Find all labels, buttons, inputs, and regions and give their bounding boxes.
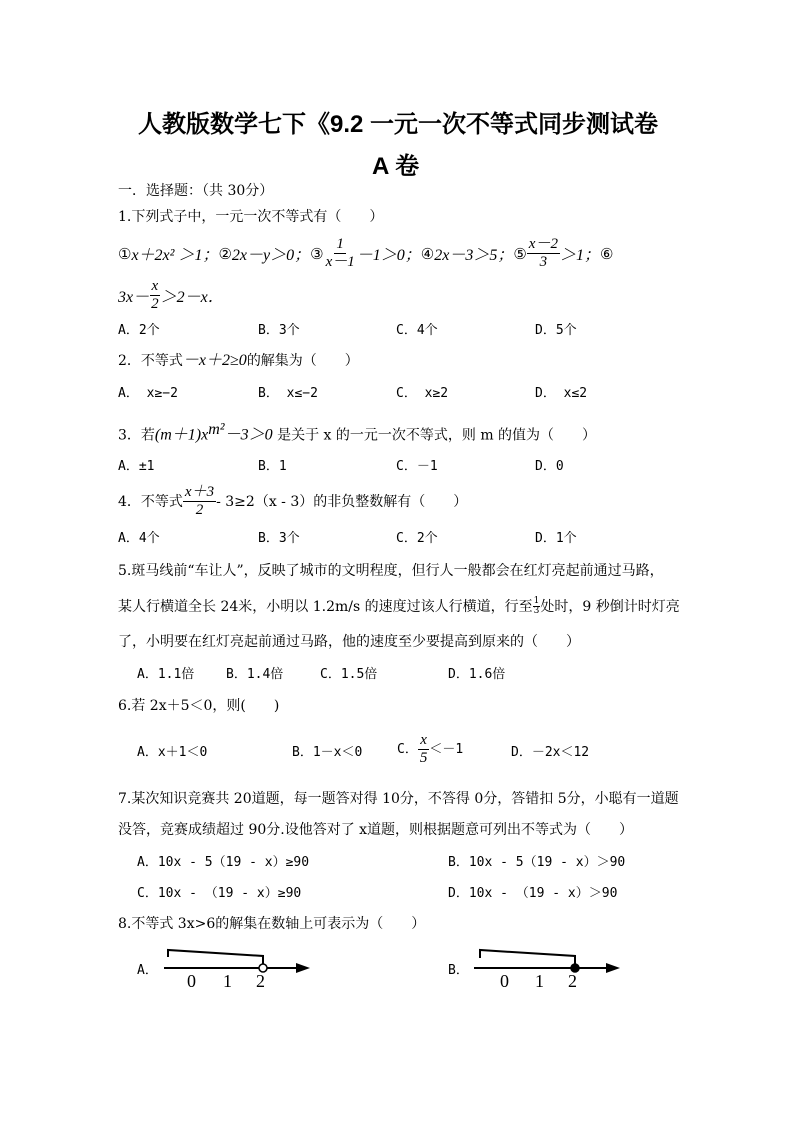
q8-a-solution-bracket <box>168 950 263 966</box>
q1-e3-fraction <box>324 236 357 271</box>
page-title-line2: A 卷 <box>372 153 420 180</box>
q4-option-d[interactable]: D．1个 <box>535 531 577 546</box>
q2-stem-tail: 的解集为（ ） <box>246 353 359 369</box>
q1-e6-fraction <box>149 278 161 313</box>
q5-frac-num: 1 <box>533 596 540 606</box>
q1-e6-num: x <box>151 278 159 294</box>
q3-option-d[interactable]: D．0 <box>535 459 564 474</box>
q1-e2: 2x－y＞0； <box>231 247 311 264</box>
q1-e6-tail: ＞2－x． <box>160 289 224 306</box>
q6-stem: 6.若 2x＋5＜0，则( ) <box>118 698 280 714</box>
q4-stem-tail: - 3≥2（x - 3）的非负整数解有（ ） <box>216 493 468 510</box>
q5-line2-tail: 处时，9 秒倒计时灯亮 <box>540 598 680 615</box>
q1-option-c[interactable]: C．4个 <box>396 323 438 338</box>
q1-expressions-row1 <box>118 236 613 271</box>
q8-stem: 8.不等式 3x>6的解集在数轴上可表示为（ ） <box>118 916 426 932</box>
q1-e5-tail: ＞1； <box>559 247 600 264</box>
q8-option-a-label[interactable]: A． <box>137 963 158 978</box>
q8-a-tick-1: 1 <box>223 971 232 990</box>
q7-option-d[interactable]: D．10x - （19 - x）＞90 <box>448 886 618 901</box>
q5-line1: 5.斑马线前“车让人”，反映了城市的文明程度，但行人一般都会在红灯亮起前通过马路， <box>118 563 664 579</box>
q1-e6-den: 2 <box>151 296 159 312</box>
q7-option-b[interactable]: B．10x - 5（19 - x）＞90 <box>448 855 626 870</box>
q4-option-c[interactable]: C．2个 <box>396 531 438 546</box>
q6-option-c[interactable] <box>397 732 463 767</box>
q2-option-d[interactable]: D． x≤2 <box>535 386 588 401</box>
q2-stem-math: －x＋2≥0 <box>182 352 247 369</box>
q8-b-tick-2: 2 <box>568 971 577 990</box>
q1-e5-den: 3 <box>539 254 548 270</box>
q7-line2: 没答，竞赛成绩超过 90分.设他答对了 x道题，则根据题意可列出不等式为（ ） <box>118 822 634 838</box>
q4-frac-num: x＋3 <box>184 484 215 500</box>
q3-stem-sup: m² <box>208 421 225 438</box>
q5-line2 <box>118 597 680 616</box>
q8-option-b-number-line[interactable] <box>470 938 620 990</box>
q2-option-b[interactable]: B． x≤−2 <box>258 386 318 401</box>
q8-b-tick-0: 0 <box>500 971 509 990</box>
q5-option-a[interactable]: A．1.1倍 <box>137 667 195 682</box>
q4-stem-head: 4．不等式 <box>118 493 183 510</box>
q1-e6-head: 3x－ <box>118 289 150 306</box>
q2-option-c[interactable]: C． x≥2 <box>396 386 449 401</box>
q1-e3-num: 1 <box>336 236 344 252</box>
q1-e3-label: ③ <box>310 244 324 263</box>
q6-option-b[interactable]: B．1－x＜0 <box>292 745 363 760</box>
q1-e3-den: x－1 <box>325 254 355 270</box>
q1-stem: 1.下列式子中，一元一次不等式有（ ） <box>118 209 384 225</box>
q5-fraction <box>533 597 541 616</box>
q7-line1: 7.某次知识竞赛共 20道题，每一题答对得 10分，不答得 0分，答错扣 5分，小聪有一道题 <box>118 791 679 807</box>
q4-frac-den: 2 <box>195 502 204 518</box>
q6-option-a[interactable]: A．x＋1＜0 <box>137 745 208 760</box>
q7-option-c[interactable]: C．10x - （19 - x）≥90 <box>137 886 302 901</box>
q8-b-solution-bracket <box>480 950 575 966</box>
q8-option-b-label[interactable]: B． <box>448 963 469 978</box>
q4-option-a[interactable]: A．4个 <box>118 531 160 546</box>
q6-c-num: x <box>420 732 427 748</box>
q3-stem-head: 3．若 <box>118 427 155 444</box>
q1-e5-label: ⑤ <box>513 244 527 263</box>
q8-b-tick-1: 1 <box>535 971 544 990</box>
q8-a-tick-2: 2 <box>256 971 265 990</box>
q8-a-arrowhead <box>296 963 310 973</box>
q6-option-c-tail: ＜－1 <box>429 741 464 757</box>
q5-frac-den: 3 <box>533 606 540 616</box>
q1-e4-label: ④ <box>420 244 435 263</box>
q1-e4: 2x－3＞5； <box>434 247 514 264</box>
q3-option-b[interactable]: B．1 <box>258 459 287 474</box>
q5-line2-head: 某人行横道全长 24米，小明以 1.2m/s 的速度过该人行横道，行至 <box>118 598 533 615</box>
q1-e2-label: ② <box>218 244 232 263</box>
q5-option-b[interactable]: B．1.4倍 <box>226 667 284 682</box>
q6-c-den: 5 <box>419 750 428 766</box>
q1-e1-label: ① <box>118 244 132 263</box>
q3-stem-math-2: －3＞0 <box>224 426 273 444</box>
q6-option-c-head: C． <box>397 741 418 757</box>
q4-fraction <box>183 484 216 519</box>
q8-b-arrowhead <box>606 963 620 973</box>
q1-e6-label: ⑥ <box>599 244 614 263</box>
q5-line3: 了，小明要在红灯亮起前通过马路，他的速度至少要提高到原来的（ ） <box>118 634 580 650</box>
q1-e1: x＋2x² ＞1； <box>131 247 219 264</box>
q4-stem <box>118 484 467 519</box>
q6-option-c-fraction <box>418 732 430 767</box>
q5-option-c[interactable]: C．1.5倍 <box>320 667 378 682</box>
q1-option-d[interactable]: D．5个 <box>535 323 577 338</box>
q1-e5-fraction <box>527 236 560 271</box>
q4-option-b[interactable]: B．3个 <box>258 531 300 546</box>
q1-option-a[interactable]: A．2个 <box>118 323 160 338</box>
q3-stem-math-1: (m＋1)x <box>154 426 209 444</box>
q3-option-a[interactable]: A．±1 <box>118 459 155 474</box>
q8-option-a-number-line[interactable] <box>160 938 310 990</box>
q5-option-d[interactable]: D．1.6倍 <box>448 667 506 682</box>
q3-option-c[interactable]: C．－1 <box>396 459 438 474</box>
q1-expressions-row2 <box>118 278 224 313</box>
q1-option-b[interactable]: B．3个 <box>258 323 300 338</box>
q3-stem-tail: 是关于 x 的一元一次不等式，则 m 的值为（ ） <box>277 427 597 444</box>
q6-option-d[interactable]: D．－2x＜12 <box>511 745 590 760</box>
section-heading: 一．选择题：（共 30分） <box>118 183 274 199</box>
q7-option-a[interactable]: A．10x - 5（19 - x）≥90 <box>137 855 310 870</box>
q2-option-a[interactable]: A． x≥−2 <box>118 386 178 401</box>
q2-stem <box>118 352 359 370</box>
q8-a-tick-0: 0 <box>187 971 196 990</box>
q2-stem-head: 2．不等式 <box>118 353 183 369</box>
q1-e5-num: x－2 <box>528 236 558 252</box>
q3-stem <box>118 421 596 445</box>
page-title-line1: 人教版数学七下《9.2 一元一次不等式同步测试卷 <box>138 111 659 138</box>
q1-e3-tail: －1＞0； <box>356 247 421 264</box>
